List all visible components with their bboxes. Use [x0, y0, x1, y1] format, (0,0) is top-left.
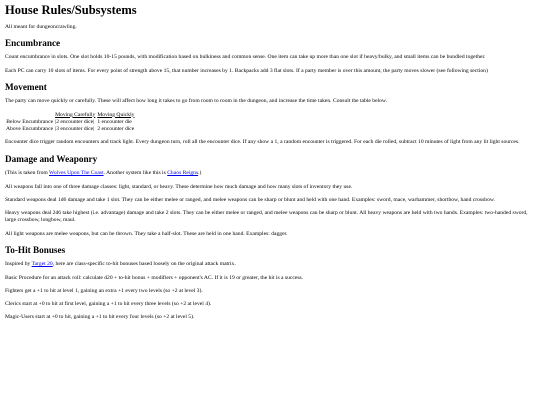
tohit-paragraph-4: Clerics start at +0 to hit at first level, gaining a +1 to hit every three levels (so +2 at level 4). [5, 301, 212, 308]
row-label-above: Above Encumbrance [6, 126, 54, 133]
damage-paragraph-4: Heavy weapons deal 2d6 take highest (i.e. advantage) damage and take 2 slots. They can be either melee or ranged, and melee weapons can be sharp or blunt. All heavy weapons are held with two hands. Examples: two-handed sword, large crossbow, longbow, maul. [5, 210, 528, 224]
damage-paragraph-3: Standard weapons deal 1d6 damage and take 1 slot. They can be either melee or ranged, and melee weapons can be sharp or blunt and held with one hand. Examples: sword, mace, warhammer, shortbow, hand crossbow. [5, 196, 495, 203]
encumbrance-paragraph-2: Each PC can carry 10 slots of items. For every point of strength above 15, that number increases by 1. Backpacks add 3 flat slots. If a party member is over this amount, the party moves slower (see following section) [5, 67, 488, 74]
intro-text: All meant for dungeoncrawling. [5, 23, 77, 30]
movement-table [5, 112, 135, 134]
tohit-paragraph-2: Basic Procedure for an attack roll: calculate d20 + to-hit bonus + modifiers + opponent's AC. If it is 19 or greater, the hit is a success. [5, 274, 304, 281]
damage-paragraph-5: All light weapons are melee weapons, but can be thrown. They take a half-slot. These are held in one hand. Examples: dagger. [5, 230, 288, 237]
tohit-paragraph-1: Inspired by Target 20, here are class-specific to-hit bonuses based loosely on the original attack matrix. [5, 261, 236, 268]
movement-table-header-quick: Moving Quickly [97, 111, 135, 118]
damage-paragraph-2: All weapons fall into one of three damage classes: light, standard, or heavy. These determine how much damage and how many slots of inventory they use. [5, 183, 353, 190]
movement-table-header-careful: Moving Carefully [55, 111, 96, 118]
encumbrance-heading: Encumbrance [5, 37, 61, 48]
movement-heading: Movement [5, 81, 47, 92]
target-20-link[interactable]: Target 20 [31, 261, 53, 268]
table-cell: 1 encounter die [97, 118, 132, 125]
damage-heading: Damage and Weaponry [5, 153, 98, 164]
table-cell: 2 encounter dice [97, 126, 135, 133]
movement-table-corner [5, 112, 54, 119]
movement-paragraph-2: Encounter dice trigger random encounters and track light. Every dungeon turn, roll all the encounter dice. If any show a 1, a random encounter is triggered. For each die rolled, subtract 10 minutes of light from any lit light sources. [5, 139, 520, 146]
table-cell: |3 encounter dice| [55, 126, 95, 133]
table-cell: |2 encounter dice| [55, 118, 95, 125]
movement-paragraph-1: The party can move quickly or carefully. These will affect how long it takes to go from room to room in the dungeon, and increase the time taken. Consult the table below. [5, 98, 387, 105]
row-label-below: Below Encumbrance [6, 118, 54, 125]
tohit-heading: To-Hit Bonuses [5, 244, 66, 255]
tohit-paragraph-5: Magic-Users start at +0 to hit, gaining a +1 to hit every four levels (so +2 at level 5). [5, 314, 195, 321]
chaos-reigns-link[interactable]: Chaos Reigns [167, 170, 199, 177]
table-row [5, 119, 135, 126]
movement-table-header-row [5, 112, 135, 119]
table-row [5, 126, 135, 133]
tohit-paragraph-3: Fighters get a +1 to hit at level 1, gaining an extra +1 every two levels (so +2 at level 3). [5, 287, 203, 294]
damage-paragraph-1: (This is taken from Wolves Upon The Coast. Another system like this is Chaos Reigns.) [5, 170, 202, 177]
encumbrance-paragraph-1: Count encumbrance in slots. One slot holds 10-15 pounds, with modification based on bulkiness and common sense. One item can take up more than one slot if heavy/bulky, and small items can be bundled together. [5, 54, 486, 61]
page-title: House Rules/Subsystems [5, 3, 137, 17]
wolves-upon-the-coast-link[interactable]: Wolves Upon The Coast [49, 170, 104, 177]
